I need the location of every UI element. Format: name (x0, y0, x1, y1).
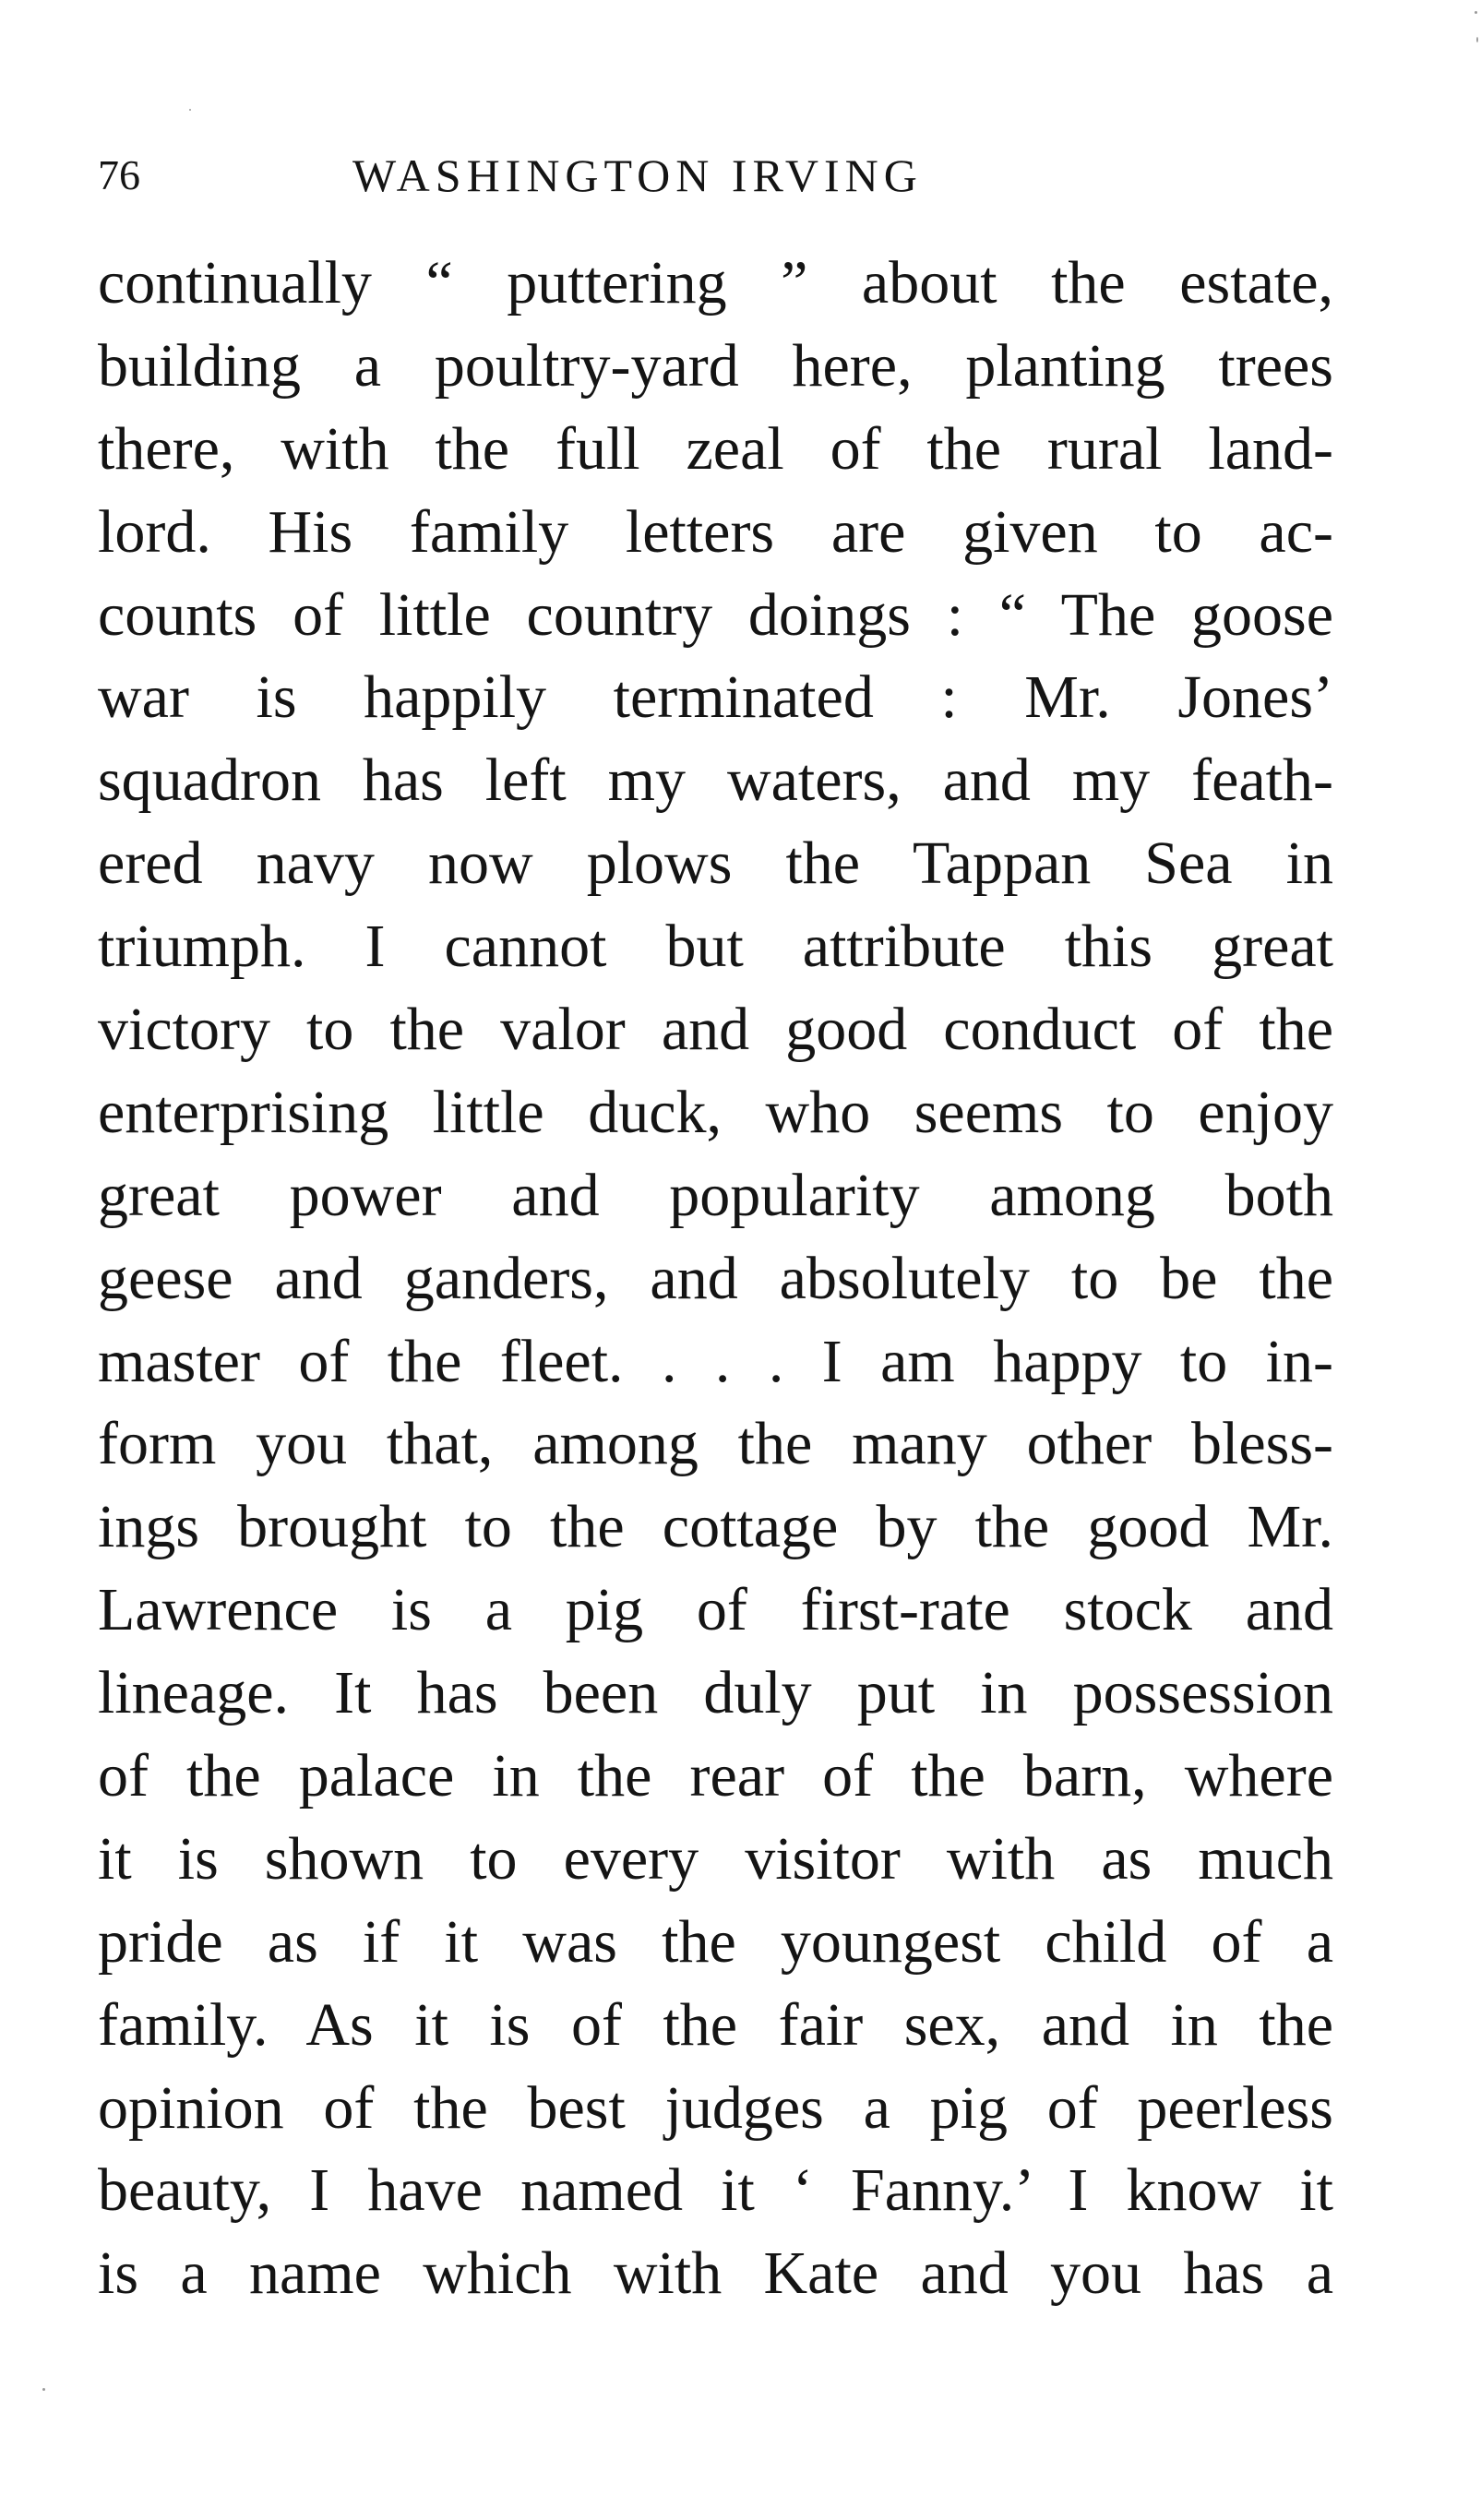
text-line: there, with the full zeal of the rural land- (98, 414, 1333, 483)
text-line: opinion of the best judges a pig of peerless (98, 2073, 1333, 2142)
text-line: pride as if it was the youngest child of a (98, 1907, 1333, 1976)
running-title: WASHINGTON IRVING (352, 149, 923, 201)
text-line: master of the fleet. . . . I am happy to in- (98, 1327, 1333, 1395)
text-line: squadron has left my waters, and my feath- (98, 746, 1333, 815)
paper-speck (42, 2388, 45, 2391)
text-line: ings brought to the cottage by the good Mr. (98, 1493, 1333, 1561)
text-line: lineage. It has been duly put in possession (98, 1659, 1333, 1727)
text-line: beauty, I have named it ‘ Fanny.’ I know it (98, 2156, 1333, 2225)
text-line: war is happily terminated : Mr. Jones’ (98, 663, 1333, 732)
running-head (98, 143, 1334, 208)
text-line: geese and ganders, and absolutely to be the (98, 1244, 1333, 1312)
text-line: ered navy now plows the Tappan Sea in (98, 830, 1333, 898)
text-line: form you that, among the many other bless- (98, 1410, 1333, 1478)
text-line: it is shown to every visitor with as much (98, 1824, 1333, 1893)
text-line: of the palace in the rear of the barn, where (98, 1742, 1333, 1810)
text-line: lord. His family letters are given to ac- (98, 497, 1333, 566)
paper-speck (1476, 37, 1478, 42)
text-line: triumph. I cannot but attribute this great (98, 913, 1333, 981)
text-line: victory to the valor and good conduct of the (98, 996, 1333, 1064)
text-line: Lawrence is a pig of first-rate stock and (98, 1576, 1333, 1644)
text-line: is a name which with Kate and you has a (98, 2239, 1333, 2308)
text-line: building a poultry-yard here, planting trees (98, 331, 1333, 400)
text-line: enterprising little duck, who seems to enjoy (98, 1078, 1333, 1146)
body-text (98, 242, 1333, 2315)
text-line: family. As it is of the fair sex, and in the (98, 1990, 1333, 2059)
paper-speck (1475, 11, 1477, 14)
page-number: 76 (98, 151, 140, 198)
text-line: counts of little country doings : “ The goose (98, 580, 1333, 649)
text-line: great power and popularity among both (98, 1161, 1333, 1229)
text-line: continually “ puttering ” about the estate, (98, 249, 1333, 316)
paper-speck (189, 109, 191, 111)
